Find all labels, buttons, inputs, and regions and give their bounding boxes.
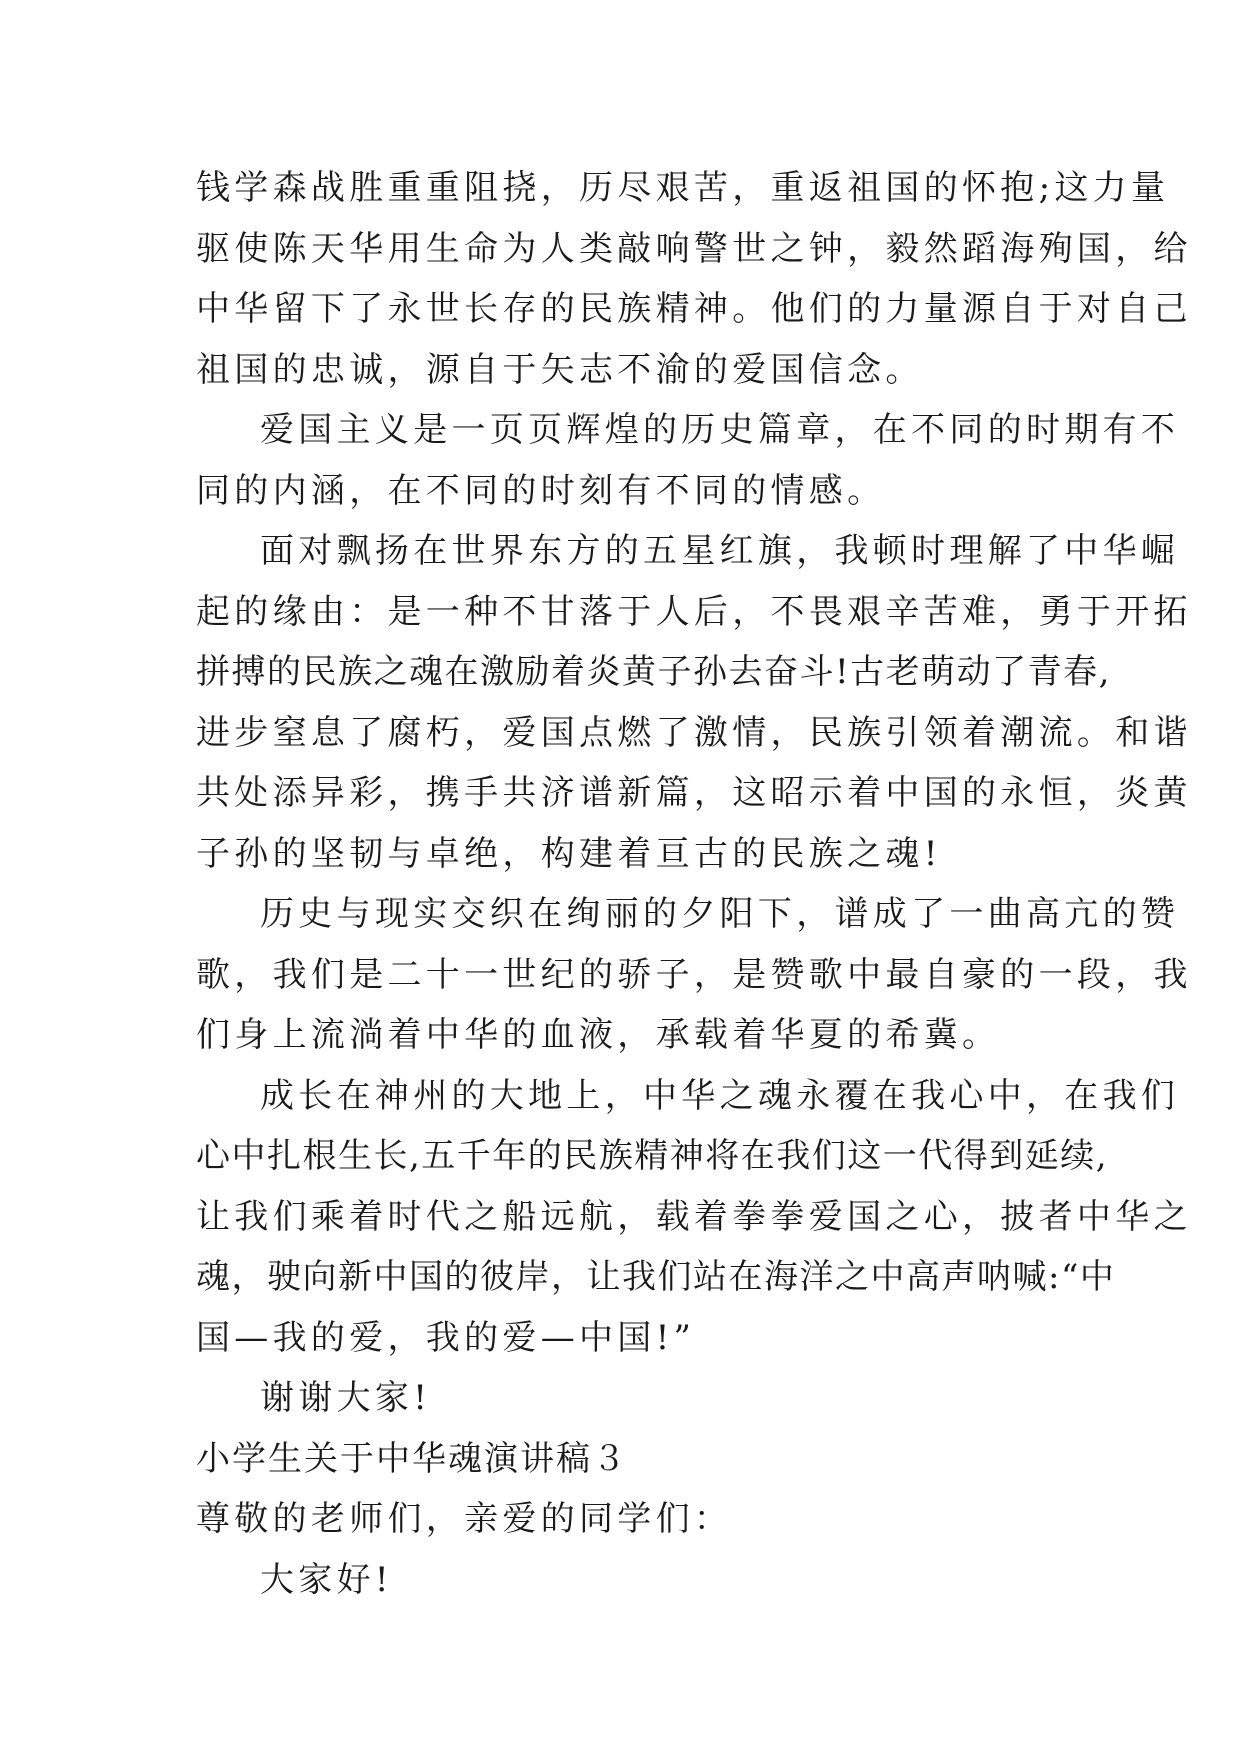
- paragraph-first-line: 爱国主义是一页页辉煌的历史篇章，在不同的时期有不: [260, 410, 1180, 450]
- text-line: 祖国的忠诚，源自于矢志不渝的爱国信念。: [196, 349, 924, 390]
- text-line: 同的内涵，在不同的时刻有不同的情感。: [196, 470, 886, 511]
- paragraph-first-line: 面对飘扬在世界东方的五星红旗，我顿时理解了中华崛: [260, 531, 1180, 571]
- text-line: 中华留下了永世长存的民族精神。他们的力量源自于对自己: [196, 289, 1192, 329]
- text-line: 共处添异彩，携手共济谱新篇，这昭示着中国的永恒，炎黄: [196, 773, 1192, 813]
- text-line: 国—我的爱，我的爱—中国!”: [196, 1317, 696, 1358]
- text-line: 让我们乘着时代之船远航，载着拳拳爱国之心，披者中华之: [196, 1196, 1192, 1237]
- paragraph-first-line: 历史与现实交织在绚丽的夕阳下，谱成了一曲高亢的赞: [260, 894, 1180, 934]
- text-line: 心中扎根生长,五千年的民族精神将在我们这一代得到延续,: [196, 1136, 1109, 1176]
- text-line: 魂，驶向新中国的彼岸，让我们站在海洋之中高声呐喊:“中: [196, 1257, 1116, 1297]
- text-line: 子孙的坚韧与卓绝，构建着亘古的民族之魂!: [196, 833, 942, 874]
- document-body: [196, 158, 1192, 1610]
- section-heading: 小学生关于中华魂演讲稿３: [196, 1438, 628, 1479]
- text-line: 们身上流淌着中华的血液，承载着华夏的希冀。: [196, 1015, 1001, 1055]
- text-line: 进步窒息了腐朽，爱国点燃了激情，民族引领着潮流。和谐: [196, 712, 1192, 753]
- text-line: 歌，我们是二十一世纪的骄子，是赞歌中最自豪的一段，我: [196, 954, 1192, 995]
- paragraph-first-line: 成长在神州的大地上，中华之魂永覆在我心中，在我们: [260, 1075, 1180, 1116]
- greeting-line: 大家好!: [260, 1559, 393, 1600]
- text-line: 拼搏的民族之魂在激励着炎黄子孙去奋斗!古老萌动了青春,: [196, 652, 1111, 692]
- text-line: 驱使陈天华用生命为人类敲响警世之钟，毅然蹈海殉国，给: [196, 228, 1192, 269]
- text-line: 钱学森战胜重重阻挠，历尽艰苦，重返祖国的怀抱;这力量: [196, 168, 1170, 208]
- salutation-line: 尊敬的老师们，亲爱的同学们：: [196, 1499, 733, 1539]
- paragraph-first-line: 谢谢大家!: [260, 1378, 432, 1418]
- text-line: 起的缘由：是一种不甘落于人后，不畏艰辛苦难，勇于开拓: [196, 591, 1192, 632]
